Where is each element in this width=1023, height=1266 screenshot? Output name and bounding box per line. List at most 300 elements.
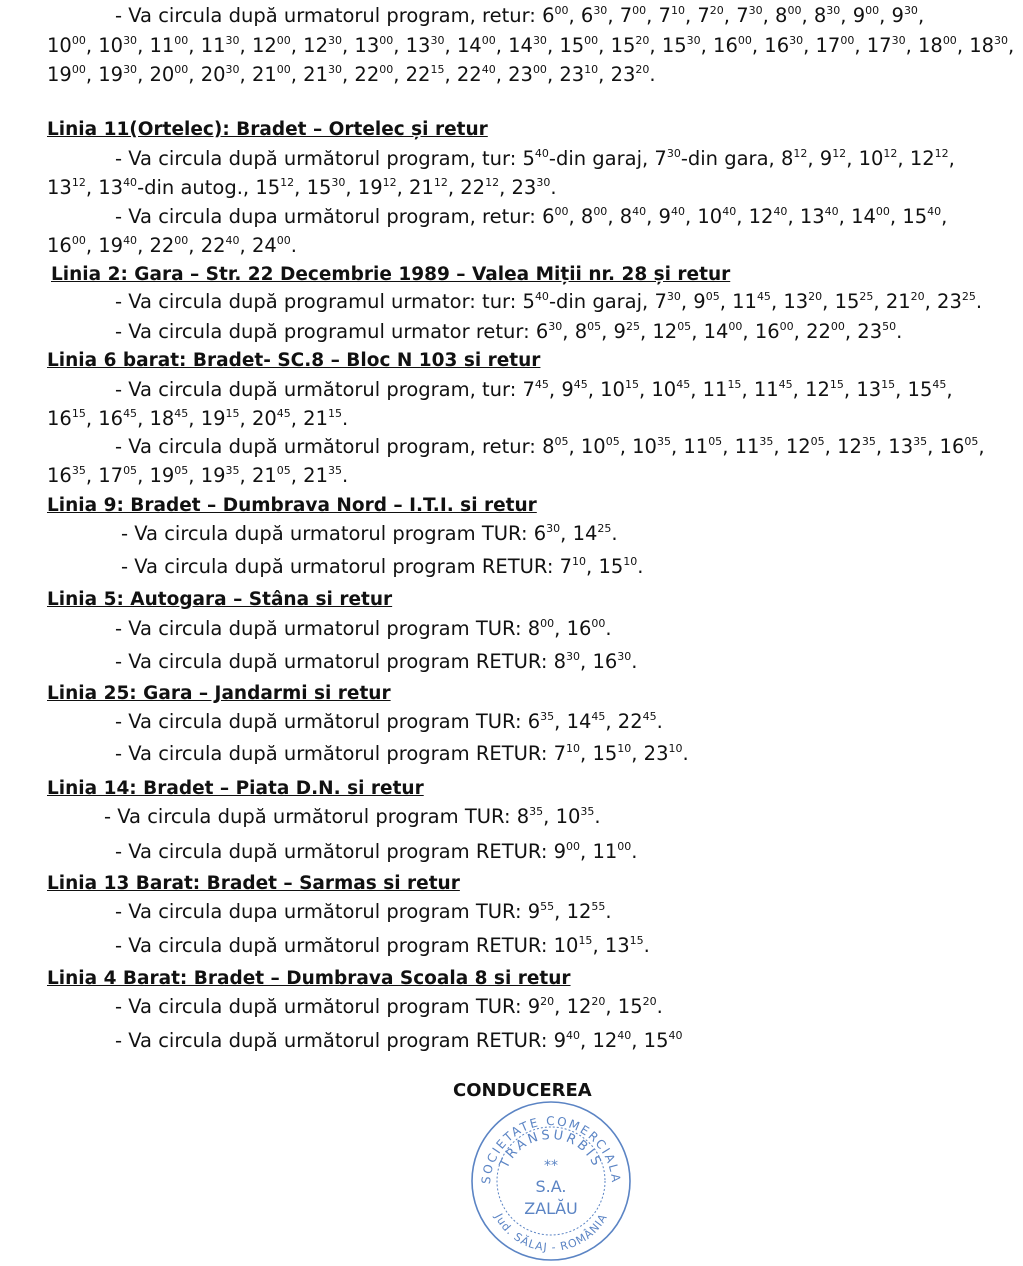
departure-time — [512, 176, 551, 199]
departure-time — [554, 934, 593, 957]
departure-time — [47, 234, 86, 257]
departure-time — [559, 63, 598, 86]
schedule-line: - Va circula după următorul program RETUR: $9^{00}$, $11^{00}$. — [115, 840, 638, 863]
time-minute: 30 — [123, 34, 138, 47]
schedule-suffix: . — [975, 290, 983, 313]
time-note: -din autog. — [137, 176, 243, 199]
time-minute: 30 — [532, 34, 547, 47]
schedule-prefix: - Va circula după următorul program, tur: — [115, 378, 517, 401]
departure-time — [851, 205, 890, 228]
schedule-line: $10^{00}$, $10^{30}$, $11^{00}$, $11^{30}$, $12^{00}$, $12^{30}$, $13^{00}$, $13^{30}$, $14^{00}$, $14^{30}$, $15^{00}$, $15^{20}$, $15^{30}$, $16^{00}$, $16^{30}$, $17^{00}$, $17^{30}$, $18^{00}$, $18^{30}$, — [47, 34, 1015, 57]
departure-time — [592, 840, 631, 863]
time-minute: 35 — [759, 435, 774, 448]
time-minute: 35 — [529, 805, 544, 818]
time-minute: 00 — [532, 63, 547, 76]
time-hour: 7 — [654, 147, 667, 170]
stamp-bottom-text: Jud. SĂLAJ - ROMÂNIA — [491, 1211, 611, 1255]
time-hour: 11 — [200, 34, 226, 57]
departure-time — [814, 4, 840, 27]
departure-time — [149, 34, 188, 57]
line-header: Linia 6 barat: Bradet- SC.8 – Bloc N 103 si retur — [47, 350, 541, 371]
departure-time — [47, 407, 86, 430]
time-hour: 7 — [559, 555, 573, 578]
time-minute: 30 — [666, 147, 681, 160]
departure-time — [457, 63, 496, 86]
departure-time — [592, 1029, 631, 1052]
time-hour: 7 — [697, 4, 710, 27]
time-minute: 35 — [540, 710, 555, 723]
time-minute: 10 — [572, 555, 587, 568]
schedule-prefix: - Va circula după următorul program TUR: — [115, 710, 522, 733]
departure-time — [567, 900, 606, 923]
schedule-suffix: . — [631, 650, 638, 673]
stamp-type: S.A. — [535, 1177, 567, 1196]
time-minute: 12 — [934, 147, 949, 160]
time-hour: 12 — [251, 34, 277, 57]
time-hour: 13 — [405, 34, 431, 57]
time-minute: 12 — [485, 176, 500, 189]
departure-time — [406, 63, 445, 86]
departure-time — [542, 205, 568, 228]
time-minute: 20 — [709, 4, 724, 17]
time-hour: 15 — [559, 34, 585, 57]
schedule-suffix: . — [896, 320, 903, 343]
schedule-suffix: . — [342, 407, 349, 430]
time-hour: 10 — [580, 435, 606, 458]
time-minute: 05 — [123, 464, 138, 477]
time-hour: 9 — [527, 995, 541, 1018]
departure-time — [508, 63, 547, 86]
departure-time — [523, 290, 643, 313]
schedule-line: - Va circula după următorul program TUR: $8^{35}$, $10^{35}$. — [104, 805, 601, 828]
schedule-line: - Va circula după programul urmator: tur: $5^{40}$-din garaj, $7^{30}$, $9^{05}$, $11^{45}$, $13^{20}$, $15^{25}$, $21^{20}$, $23^{25}$. — [115, 290, 983, 313]
departure-time — [303, 34, 342, 57]
departure-time — [697, 205, 736, 228]
time-minute: 30 — [548, 320, 563, 333]
time-hour: 7 — [619, 4, 633, 27]
time-hour: 13 — [604, 934, 630, 957]
departure-time — [554, 650, 580, 673]
time-hour: 19 — [357, 176, 383, 199]
departure-time — [149, 63, 188, 86]
stamp-stars: ** — [544, 1158, 558, 1174]
time-hour: 12 — [748, 205, 774, 228]
departure-time — [556, 805, 595, 828]
departure-time — [764, 34, 803, 57]
time-minute: 05 — [705, 290, 720, 303]
time-minute: 12 — [433, 176, 448, 189]
departure-time — [354, 34, 393, 57]
time-minute: 10 — [670, 4, 685, 17]
time-minute: 25 — [597, 522, 612, 535]
departure-time — [201, 34, 240, 57]
time-hour: 15 — [306, 176, 332, 199]
time-minute: 35 — [225, 464, 240, 477]
time-minute: 45 — [534, 378, 549, 391]
time-minute: 00 — [875, 205, 890, 218]
time-minute: 15 — [430, 63, 445, 76]
time-minute: 20 — [635, 63, 650, 76]
time-minute: 00 — [865, 4, 880, 17]
departure-time — [618, 710, 657, 733]
time-minute: 00 — [779, 320, 794, 333]
departure-time — [805, 378, 844, 401]
time-hour: 22 — [456, 63, 482, 86]
time-hour: 12 — [909, 147, 935, 170]
schedule-suffix: . — [342, 464, 349, 487]
time-hour: 19 — [47, 63, 72, 86]
time-minute: 00 — [632, 4, 647, 17]
stamp-outer-text: SOCIETATE COMERCIALA — [478, 1113, 624, 1185]
departure-time — [307, 176, 346, 199]
schedule-line: - Va circula după programul urmator retur: $6^{30}$, $8^{05}$, $9^{25}$, $12^{05}$, $14^{00}$, $16^{00}$, $22^{00}$, $23^{50}$. — [115, 320, 903, 343]
time-minute: 45 — [276, 407, 291, 420]
departure-time — [835, 290, 874, 313]
departure-time — [754, 378, 793, 401]
time-hour: 6 — [542, 4, 555, 27]
time-hour: 23 — [937, 290, 962, 313]
departure-time — [354, 63, 393, 86]
time-hour: 23 — [857, 320, 883, 343]
time-minute: 00 — [728, 320, 743, 333]
time-minute: 00 — [174, 34, 189, 47]
schedule-line: $16^{00}$, $19^{40}$, $22^{00}$, $22^{40}$, $24^{00}$. — [47, 234, 297, 257]
time-minute: 30 — [686, 34, 701, 47]
time-hour: 9 — [553, 1029, 567, 1052]
schedule-prefix: - Va circula după programul urmator: tur: — [115, 290, 517, 313]
time-hour: 9 — [613, 320, 626, 343]
departure-time — [867, 34, 906, 57]
departure-time — [460, 176, 499, 199]
time-hour: 18 — [969, 34, 995, 57]
time-minute: 45 — [756, 290, 771, 303]
time-hour: 11 — [683, 435, 709, 458]
departure-time — [937, 290, 976, 313]
time-minute: 00 — [840, 34, 855, 47]
time-hour: 11 — [732, 290, 757, 313]
time-hour: 6 — [542, 205, 555, 228]
departure-time — [892, 4, 918, 27]
time-hour: 22 — [460, 176, 486, 199]
departure-time — [560, 555, 586, 578]
time-minute: 12 — [71, 176, 86, 189]
time-minute: 00 — [554, 205, 569, 218]
departure-time — [575, 320, 601, 343]
departure-time — [659, 4, 685, 27]
schedule-suffix: . — [656, 995, 663, 1018]
time-minute: 10 — [617, 742, 632, 755]
departure-time — [303, 63, 342, 86]
time-minute: 05 — [677, 320, 692, 333]
time-minute: 20 — [642, 995, 657, 1008]
time-minute: 35 — [861, 435, 876, 448]
time-minute: 30 — [903, 4, 918, 17]
time-minute: 45 — [123, 407, 138, 420]
schedule-prefix: - Va circula după următorul program RETUR: — [115, 934, 548, 957]
departure-time — [252, 407, 291, 430]
departure-time — [755, 320, 794, 343]
time-minute: 00 — [942, 34, 957, 47]
time-minute: 15 — [727, 378, 742, 391]
time-hour: 15 — [834, 290, 860, 313]
departure-time — [554, 840, 580, 863]
time-minute: 45 — [932, 378, 947, 391]
schedule-prefix: - Va circula după urmatorul program RETUR: — [121, 555, 554, 578]
time-hour: 9 — [561, 378, 574, 401]
schedule-line: - Va circula după urmatorul program TUR: $6^{30}$, $14^{25}$. — [121, 522, 618, 545]
time-hour: 21 — [885, 290, 911, 313]
time-hour: 12 — [566, 900, 592, 923]
time-hour: 6 — [580, 4, 594, 27]
time-minute: 30 — [430, 34, 445, 47]
time-minute: 40 — [824, 205, 839, 218]
time-minute: 30 — [225, 63, 240, 76]
time-hour: 22 — [617, 710, 643, 733]
time-hour: 13 — [888, 435, 914, 458]
time-hour: 19 — [200, 407, 226, 430]
departure-time — [969, 34, 1008, 57]
departure-time — [853, 4, 879, 27]
departure-time — [536, 320, 562, 343]
line-header: Linia 4 Barat: Bradet – Dumbrava Scoala 8 si retur — [47, 968, 571, 989]
time-minute: 00 — [584, 34, 599, 47]
time-minute: 00 — [379, 63, 394, 76]
departure-time — [781, 147, 807, 170]
departure-time — [149, 407, 188, 430]
time-hour: 15 — [592, 742, 618, 765]
time-hour: 20 — [251, 407, 277, 430]
time-hour: 15 — [598, 555, 624, 578]
line-header: Linia 25: Gara – Jandarmi si retur — [47, 683, 391, 704]
time-hour: 13 — [799, 205, 825, 228]
time-hour: 23 — [643, 742, 669, 765]
time-hour: 13 — [783, 290, 809, 313]
time-minute: 00 — [174, 63, 189, 76]
time-minute: 10 — [584, 63, 599, 76]
time-minute: 15 — [624, 378, 639, 391]
departure-time — [149, 464, 188, 487]
departure-time — [786, 435, 825, 458]
departure-time — [358, 176, 397, 199]
time-minute: 15 — [881, 378, 896, 391]
time-minute: 55 — [591, 900, 606, 913]
time-minute: 12 — [382, 176, 397, 189]
time-note: -din garaj — [548, 147, 643, 170]
departure-time — [406, 34, 445, 57]
time-minute: 10 — [623, 555, 638, 568]
time-hour: 22 — [354, 63, 380, 86]
departure-time — [561, 378, 587, 401]
time-hour: 15 — [643, 1029, 669, 1052]
time-hour: 16 — [98, 407, 124, 430]
departure-time — [749, 205, 788, 228]
time-hour: 19 — [149, 464, 175, 487]
time-minute: 20 — [591, 995, 606, 1008]
time-hour: 9 — [852, 4, 866, 27]
departure-time — [605, 934, 644, 957]
departure-time — [47, 34, 86, 57]
time-hour: 13 — [856, 378, 882, 401]
departure-time — [902, 205, 941, 228]
time-minute: 20 — [808, 290, 823, 303]
departure-time — [592, 650, 631, 673]
time-hour: 8 — [580, 205, 594, 228]
time-hour: 10 — [555, 805, 581, 828]
schedule-line: $19^{00}$, $19^{30}$, $20^{00}$, $20^{30}$, $21^{00}$, $21^{30}$, $22^{00}$, $22^{15}$, $22^{40}$, $23^{00}$, $23^{10}$, $23^{20}$. — [47, 63, 656, 86]
departure-time — [598, 555, 637, 578]
time-minute: 05 — [554, 435, 569, 448]
time-minute: 00 — [71, 34, 86, 47]
time-hour: 9 — [693, 290, 706, 313]
time-minute: 40 — [617, 1029, 632, 1042]
departure-time — [620, 4, 646, 27]
time-minute: 20 — [540, 995, 555, 1008]
time-hour: 10 — [632, 435, 657, 458]
departure-time — [581, 205, 607, 228]
departure-time — [149, 234, 188, 257]
departure-time — [644, 742, 683, 765]
schedule-line: - Va circula după următorul program, tur: $5^{40}$-din garaj, $7^{30}$-din gara, $8^{12}$, $9^{12}$, $10^{12}$, $12^{12}$, — [115, 147, 955, 170]
departure-time — [522, 378, 548, 401]
schedule-prefix: - Va circula după urmatorul program TUR: — [115, 617, 522, 640]
time-minute: 12 — [832, 147, 847, 160]
time-hour: 17 — [98, 464, 124, 487]
schedule-line: - Va circula după urmatorul program TUR: $8^{00}$, $16^{00}$. — [115, 617, 612, 640]
time-hour: 7 — [736, 4, 749, 27]
departure-time — [611, 63, 650, 86]
schedule-line: - Va circula după următorul program RETUR: $10^{15}$, $13^{15}$. — [115, 934, 650, 957]
time-hour: 11 — [149, 34, 175, 57]
time-minute: 00 — [554, 4, 569, 17]
departure-time — [592, 742, 631, 765]
time-hour: 20 — [200, 63, 226, 86]
time-minute: 00 — [540, 617, 555, 630]
time-minute: 40 — [123, 176, 138, 189]
departure-time — [528, 617, 554, 640]
time-minute: 40 — [566, 1029, 581, 1042]
time-minute: 20 — [910, 290, 925, 303]
schedule-prefix: - Va circula dupa următorul program, retur: — [115, 205, 536, 228]
time-minute: 00 — [276, 234, 291, 247]
time-hour: 17 — [866, 34, 892, 57]
schedule-line: - Va circula după urmatorul program RETUR: $7^{10}$, $15^{10}$. — [121, 555, 644, 578]
time-minute: 45 — [676, 378, 691, 391]
departure-time — [303, 407, 342, 430]
schedule-prefix: - Va circula după următorul program RETUR: — [115, 1029, 548, 1052]
time-hour: 10 — [858, 147, 884, 170]
departure-time — [542, 4, 568, 27]
schedule-prefix: - Va circula dupa următorul program TUR: — [115, 900, 522, 923]
time-minute: 40 — [123, 234, 138, 247]
time-hour: 16 — [764, 34, 790, 57]
time-minute: 00 — [71, 234, 86, 247]
departure-time — [659, 205, 685, 228]
signature-label: CONDUCEREA — [453, 1080, 592, 1101]
time-hour: 21 — [303, 63, 328, 86]
departure-time — [614, 320, 640, 343]
departure-time — [620, 205, 646, 228]
departure-time — [255, 176, 294, 199]
time-minute: 30 — [994, 34, 1009, 47]
schedule-suffix: . — [637, 555, 644, 578]
time-minute: 25 — [859, 290, 874, 303]
departure-time — [567, 617, 606, 640]
departure-time — [886, 290, 925, 313]
departure-time — [918, 34, 957, 57]
schedule-prefix: - Va circula după programul urmator retur: — [115, 320, 530, 343]
departure-time — [856, 378, 895, 401]
time-hour: 8 — [775, 4, 788, 27]
time-minute: 30 — [593, 4, 608, 17]
departure-time — [98, 176, 243, 199]
time-hour: 10 — [47, 34, 72, 57]
departure-time — [98, 407, 137, 430]
time-hour: 8 — [780, 147, 794, 170]
time-minute: 00 — [276, 34, 291, 47]
time-minute: 12 — [793, 147, 808, 160]
schedule-prefix: - Va circula după urmatorul program TUR: — [121, 522, 528, 545]
time-minute: 00 — [566, 840, 581, 853]
time-hour: 19 — [98, 234, 124, 257]
time-minute: 25 — [961, 290, 976, 303]
line-header: Linia 5: Autogara – Stâna si retur — [47, 589, 393, 610]
time-minute: 15 — [328, 407, 342, 420]
schedule-prefix: - Va circula după urmatorul program RETUR: — [115, 650, 548, 673]
schedule-prefix: - Va circula după următorul program RETUR: — [115, 742, 548, 765]
time-hour: 9 — [891, 4, 904, 27]
departure-time — [201, 63, 240, 86]
departure-time — [697, 4, 723, 27]
time-hour: 7 — [522, 378, 535, 401]
time-hour: 16 — [754, 320, 780, 343]
time-minute: 10 — [566, 742, 581, 755]
schedule-line: $16^{15}$, $16^{45}$, $18^{45}$, $19^{15}$, $20^{45}$, $21^{15}$. — [47, 407, 349, 430]
time-minute: 40 — [534, 147, 549, 160]
departure-time — [775, 4, 801, 27]
time-minute: 55 — [540, 900, 555, 913]
time-hour: 21 — [303, 407, 328, 430]
time-minute: 05 — [587, 320, 602, 333]
time-hour: 11 — [753, 378, 779, 401]
departure-time — [857, 320, 896, 343]
time-hour: 13 — [98, 176, 124, 199]
departure-time — [567, 995, 606, 1018]
time-minute: 40 — [927, 205, 942, 218]
schedule-suffix: . — [550, 176, 557, 199]
time-hour: 21 — [251, 63, 277, 86]
departure-time — [644, 1029, 683, 1052]
time-hour: 12 — [566, 995, 592, 1018]
time-hour: 18 — [149, 407, 175, 430]
line-header: Linia 14: Bradet – Piata D.N. si retur — [47, 778, 424, 799]
time-minute: 00 — [71, 63, 86, 76]
time-minute: 40 — [225, 234, 240, 247]
time-hour: 16 — [566, 617, 592, 640]
time-hour: 15 — [907, 378, 933, 401]
time-hour: 14 — [456, 34, 482, 57]
time-hour: 16 — [47, 464, 72, 487]
time-note: -din garaj — [548, 290, 643, 313]
time-hour: 6 — [533, 522, 547, 545]
departure-time — [662, 34, 701, 57]
time-hour: 23 — [610, 63, 636, 86]
time-minute: 00 — [787, 4, 802, 17]
time-minute: 05 — [605, 435, 620, 448]
time-hour: 14 — [572, 522, 598, 545]
time-minute: 50 — [882, 320, 897, 333]
departure-time — [252, 34, 291, 57]
time-hour: 10 — [651, 378, 677, 401]
